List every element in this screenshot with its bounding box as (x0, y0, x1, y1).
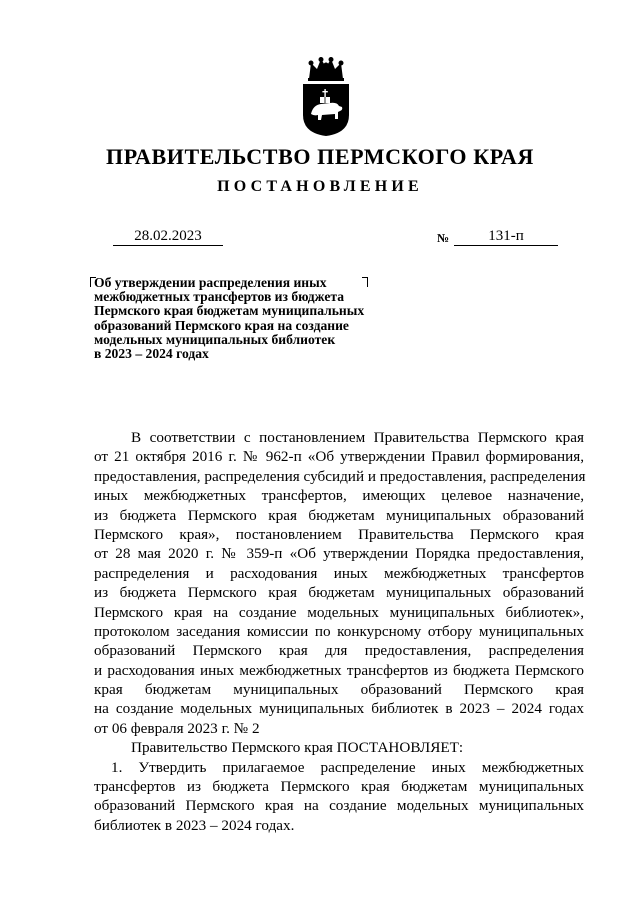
preamble-line: Пермского края», постановлением Правительства Пермского края (94, 525, 584, 543)
document-type: ПОСТАНОВЛЕНИЕ (217, 178, 423, 195)
preamble-line: из бюджета Пермского края бюджетам муниципальных образований (94, 584, 584, 602)
preamble-line: протоколом заседания комиссии по конкурсному отбору муниципальных (94, 622, 584, 640)
subject-line: образований Пермского края на создание (94, 317, 349, 333)
preamble-line: на создание модельных муниципальных библиотек в 2023 – 2024 годах (94, 700, 584, 718)
subject-line: в 2023 – 2024 годах (94, 346, 209, 362)
preamble-line: из бюджета Пермского края бюджетам муниципальных образований (94, 506, 584, 524)
preamble-line: от 06 февраля 2023 г. № 2 (94, 719, 260, 737)
subject-line: Пермского края бюджетам муниципальных (94, 303, 365, 319)
item1-line: трансфертов из бюджета Пермского края бюджетам муниципальных (94, 778, 584, 796)
emblem (297, 57, 355, 137)
preamble-line: от 21 октября 2016 г. № 962-п «Об утверждении Правил формирования, (94, 448, 584, 466)
decree-line: Правительство Пермского края ПОСТАНОВЛЯЕТ: (131, 739, 464, 757)
preamble-line: и расходования иных межбюджетных трансфертов из бюджета Пермского (94, 661, 584, 679)
perm-krai-coat-of-arms-icon (297, 57, 355, 137)
document-date: 28.02.2023 (113, 227, 223, 246)
preamble-line: образований Пермского края для предоставления, распределения (94, 642, 584, 660)
document-number: 131-п (454, 227, 558, 246)
document-subject (94, 276, 394, 361)
item1-line: библиотек в 2023 – 2024 годах. (94, 816, 295, 834)
subject-line: Об утверждении распределения иных (94, 275, 327, 290)
item1-line: 1. Утвердить прилагаемое распределение иных межбюджетных (111, 758, 584, 776)
preamble-line: распределения и расходования иных межбюджетных трансфертов (94, 564, 584, 582)
preamble-line: предоставления, распределения субсидий и предоставления, распределения (94, 467, 586, 485)
preamble-line: иных межбюджетных трансфертов, имеющих целевое назначение, (94, 487, 584, 505)
subject-line: межбюджетных трансфертов из бюджета (94, 289, 345, 305)
number-label: № (437, 231, 450, 245)
preamble-line: края бюджетам муниципальных образований Пермского края (94, 681, 584, 699)
preamble-line: Пермского края на создание модельных муниципальных библиотек», (94, 603, 584, 621)
preamble-line: от 28 мая 2020 г. № 359-п «Об утверждении Порядка предоставления, (94, 545, 584, 563)
document-body (94, 428, 584, 835)
item1-line: образований Пермского края на создание модельных муниципальных (94, 797, 584, 815)
preamble-line: В соответствии с постановлением Правительства Пермского края (131, 429, 584, 446)
subject-line: модельных муниципальных библиотек (94, 331, 336, 347)
organization-title: ПРАВИТЕЛЬСТВО ПЕРМСКОГО КРАЯ (106, 144, 534, 169)
